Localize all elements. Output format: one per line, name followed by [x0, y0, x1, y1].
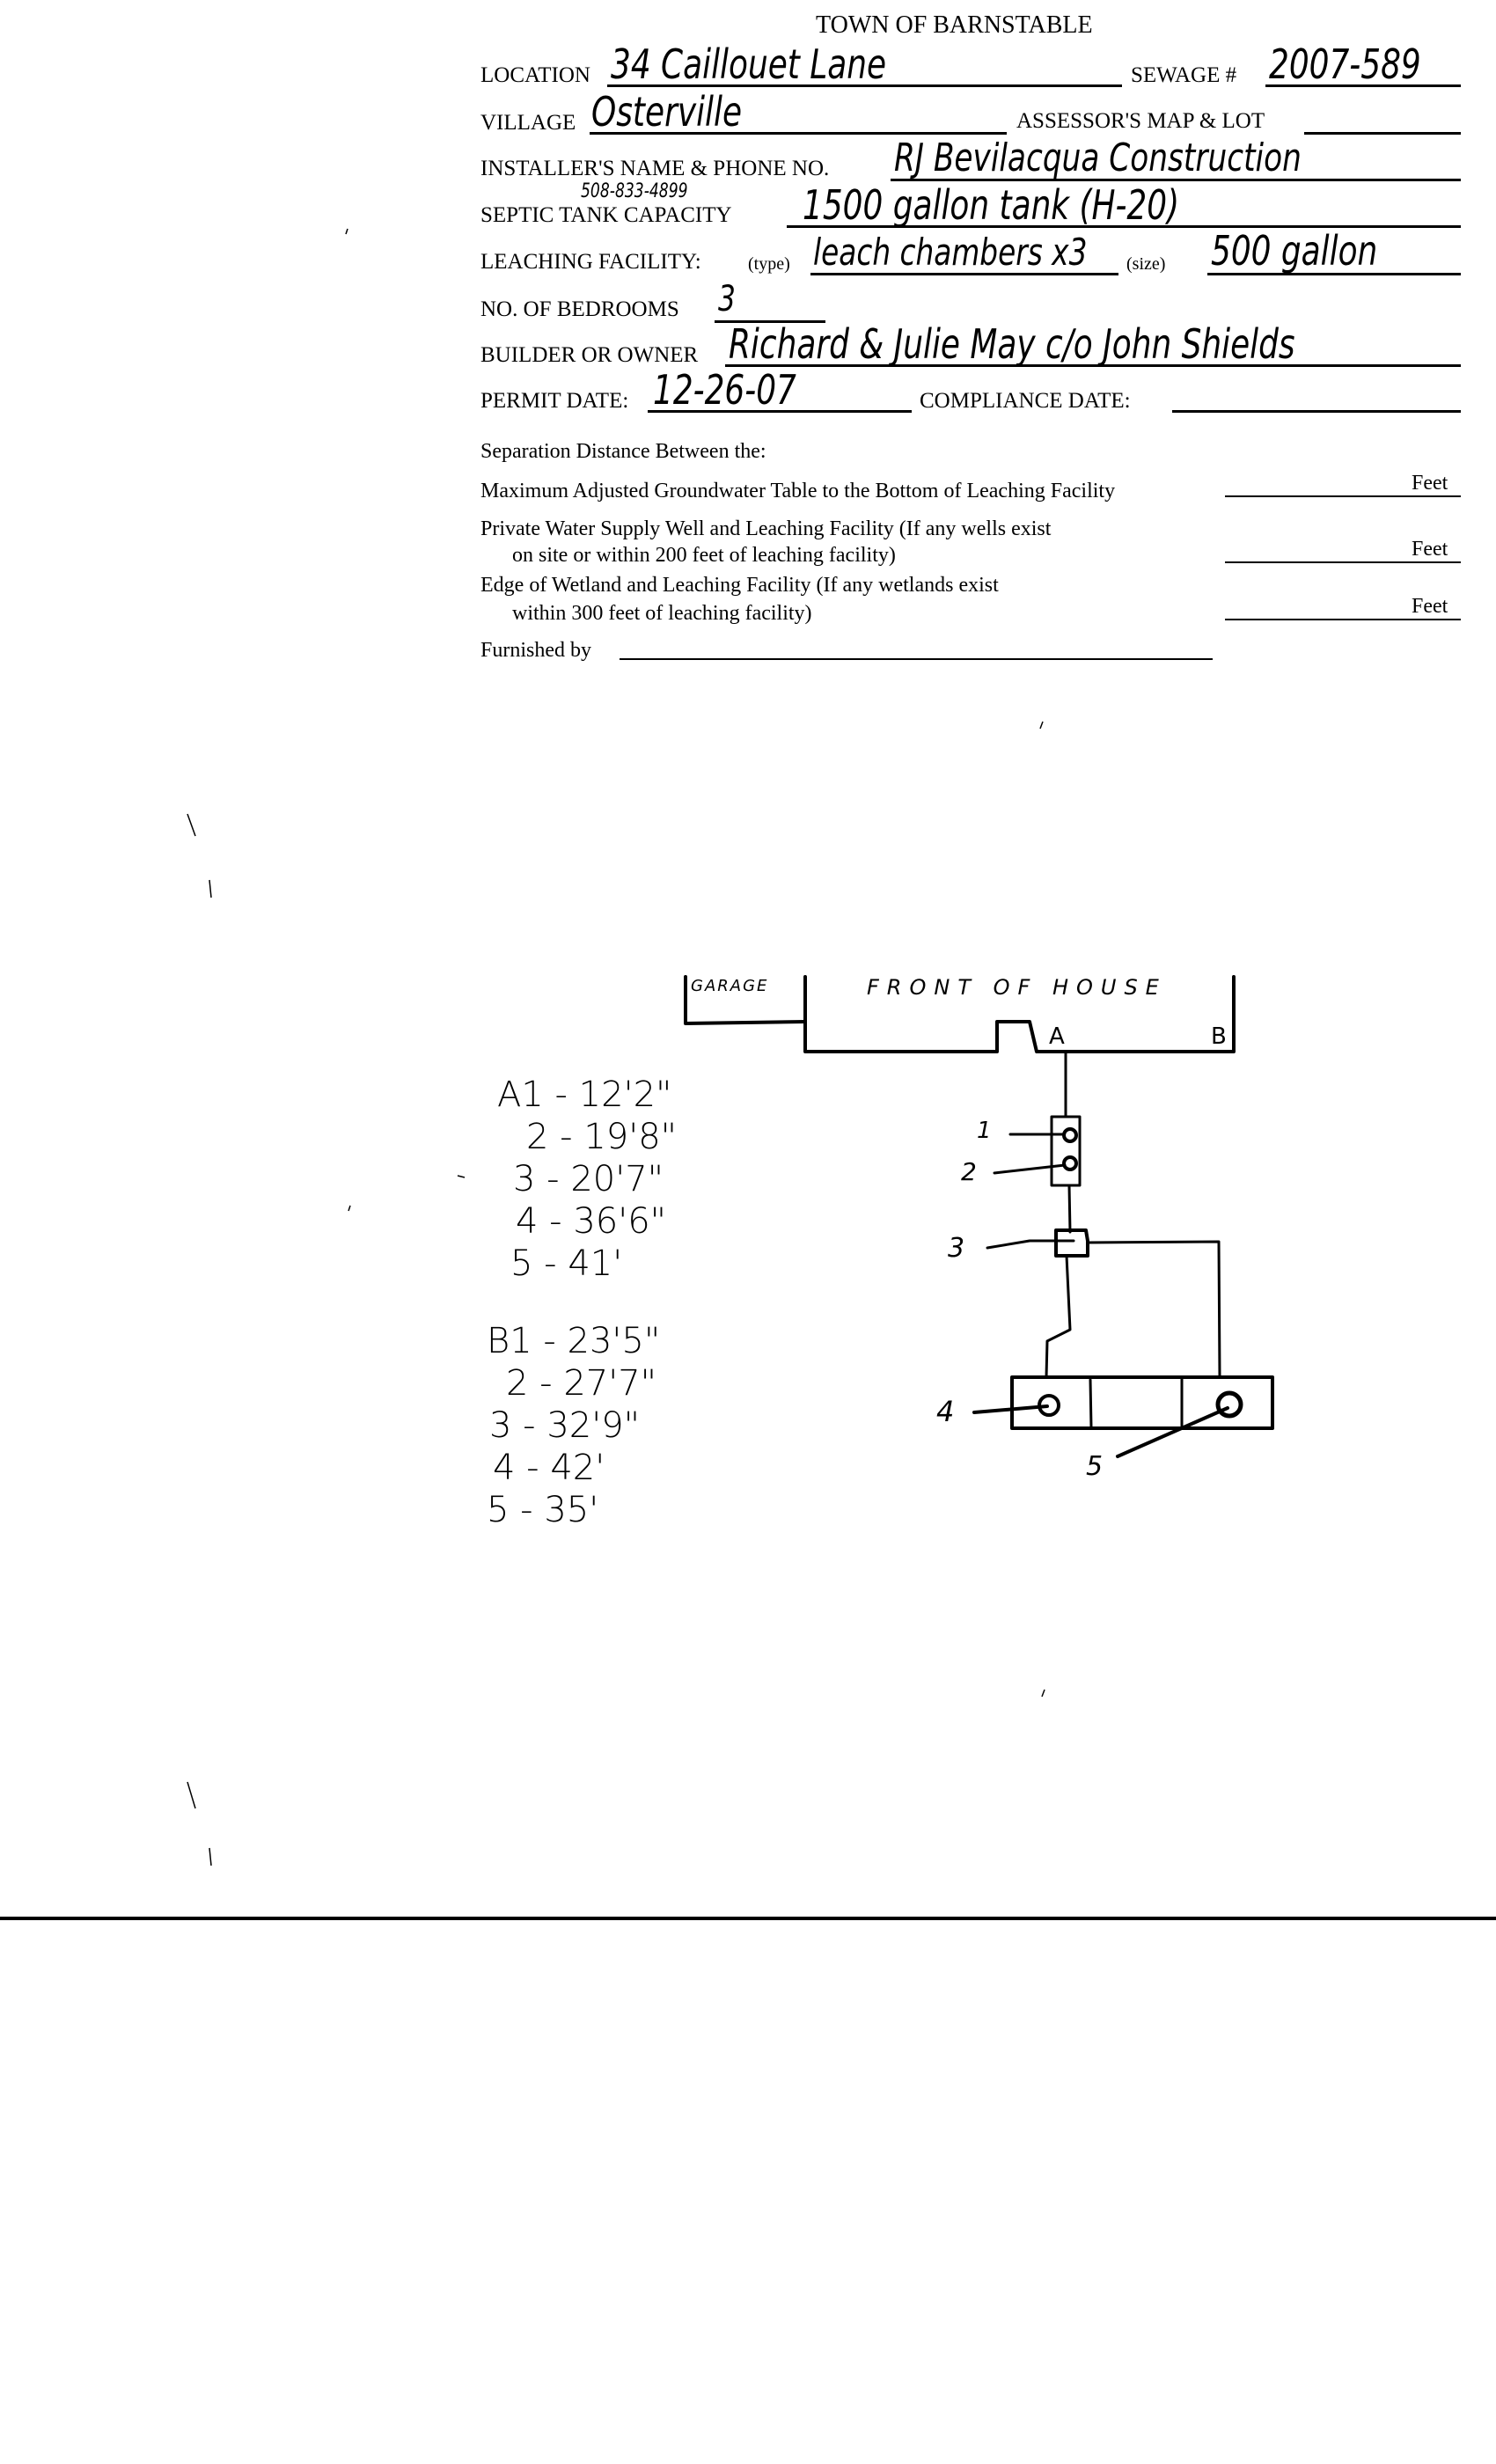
scan-mark	[458, 1176, 465, 1177]
pipe-left	[1046, 1256, 1070, 1377]
village-label: VILLAGE	[480, 111, 576, 135]
bedrooms-label: NO. OF BEDROOMS	[480, 297, 679, 321]
owner-value[interactable]: Richard & Julie May c/o John Shields	[729, 320, 1295, 368]
scan-mark	[187, 814, 195, 836]
separation-row-1-unit: Feet	[1412, 472, 1448, 495]
permit-value[interactable]: 12-26-07	[653, 366, 796, 414]
scan-mark	[187, 1782, 195, 1808]
scan-mark	[209, 1848, 211, 1866]
separation-row-1-text: Maximum Adjusted Groundwater Table to the Bottom of Leaching Facility	[480, 480, 1116, 502]
permit-label: PERMIT DATE:	[480, 389, 629, 413]
measurement-a3: 3 - 20'7"	[513, 1159, 664, 1199]
point-b-label: B	[1211, 1023, 1227, 1050]
scan-mark	[209, 880, 211, 898]
tank-box	[1052, 1117, 1080, 1185]
septic-label: SEPTIC TANK CAPACITY	[480, 203, 732, 227]
scan-mark	[346, 229, 348, 234]
bedrooms-value[interactable]: 3	[718, 279, 736, 319]
leach-chambers	[1012, 1377, 1272, 1428]
leaching-size-label: (size)	[1126, 254, 1166, 274]
compliance-label: COMPLIANCE DATE:	[920, 389, 1131, 413]
leaching-type-value[interactable]: leach chambers x3	[813, 231, 1088, 274]
measurement-a1: A1 - 12'2"	[497, 1074, 672, 1115]
point-a-label: A	[1049, 1023, 1065, 1050]
measurement-b5: 5 - 35'	[487, 1490, 599, 1530]
separation-heading: Separation Distance Between the:	[480, 440, 766, 463]
pipe-right	[1089, 1242, 1220, 1376]
sewage-label: SEWAGE #	[1131, 63, 1237, 87]
leader-3	[987, 1241, 1074, 1248]
separation-row-2-unit: Feet	[1412, 538, 1448, 561]
measurement-b2: 2 - 27'7"	[506, 1363, 657, 1404]
callout-4: 4	[936, 1395, 955, 1428]
garage-label: GARAGE	[691, 977, 769, 995]
separation-row-2-text-cont: on site or within 200 feet of leaching facility)	[512, 544, 896, 567]
callout-2: 2	[961, 1157, 977, 1186]
measurement-b4: 4 - 42'	[493, 1448, 605, 1488]
leaching-size-value[interactable]: 500 gallon	[1211, 227, 1378, 275]
separation-row-3-unit: Feet	[1412, 595, 1448, 618]
village-value[interactable]: Osterville	[591, 88, 743, 136]
measurement-b1: B1 - 23'5"	[487, 1321, 661, 1361]
scan-mark	[1042, 1690, 1045, 1697]
leaching-label: LEACHING FACILITY:	[480, 250, 701, 274]
cover-2	[1064, 1157, 1076, 1170]
dbox-3	[1056, 1230, 1088, 1256]
leader-5	[1118, 1408, 1228, 1456]
cover-1	[1064, 1129, 1076, 1141]
form-title: TOWN OF BARNSTABLE	[816, 11, 1093, 39]
measurement-a5: 5 - 41'	[510, 1243, 623, 1284]
leader-2	[994, 1165, 1065, 1173]
location-value[interactable]: 34 Caillouet Lane	[611, 40, 887, 88]
installer-value[interactable]: RJ Bevilacqua Construction	[894, 136, 1302, 180]
scan-mark	[348, 1206, 350, 1211]
leaching-type-label: (type)	[748, 254, 790, 274]
furnished-by-label: Furnished by	[480, 639, 591, 662]
callout-3: 3	[948, 1233, 965, 1264]
separation-row-2-text: Private Water Supply Well and Leaching Facility (If any wells exist	[480, 517, 1052, 540]
scan-mark	[1040, 722, 1043, 729]
assessor-label: ASSESSOR'S MAP & LOT	[1016, 109, 1265, 133]
measurement-b3: 3 - 32'9"	[489, 1405, 641, 1446]
house-label: FRONT OF HOUSE	[867, 975, 1167, 1000]
installer-phone[interactable]: 508-833-4899	[581, 180, 688, 202]
chamber-divider-1	[1090, 1380, 1091, 1427]
separation-row-3-text: Edge of Wetland and Leaching Facility (If any wetlands exist	[480, 574, 999, 597]
septic-value[interactable]: 1500 gallon tank (H-20)	[803, 181, 1180, 229]
owner-label: BUILDER OR OWNER	[480, 343, 699, 367]
page-edge-rule	[0, 1917, 1496, 1920]
callout-1: 1	[977, 1118, 992, 1144]
installer-label: INSTALLER'S NAME & PHONE NO.	[480, 157, 830, 180]
separation-row-3-text-cont: within 300 feet of leaching facility)	[512, 602, 812, 625]
pipe-tank-dbox	[1069, 1185, 1070, 1232]
sewage-value[interactable]: 2007-589	[1269, 40, 1421, 88]
callout-5: 5	[1086, 1451, 1104, 1482]
measurement-a4: 4 - 36'6"	[516, 1201, 667, 1242]
measurement-a2: 2 - 19'8"	[526, 1117, 678, 1157]
location-label: LOCATION	[480, 63, 590, 87]
